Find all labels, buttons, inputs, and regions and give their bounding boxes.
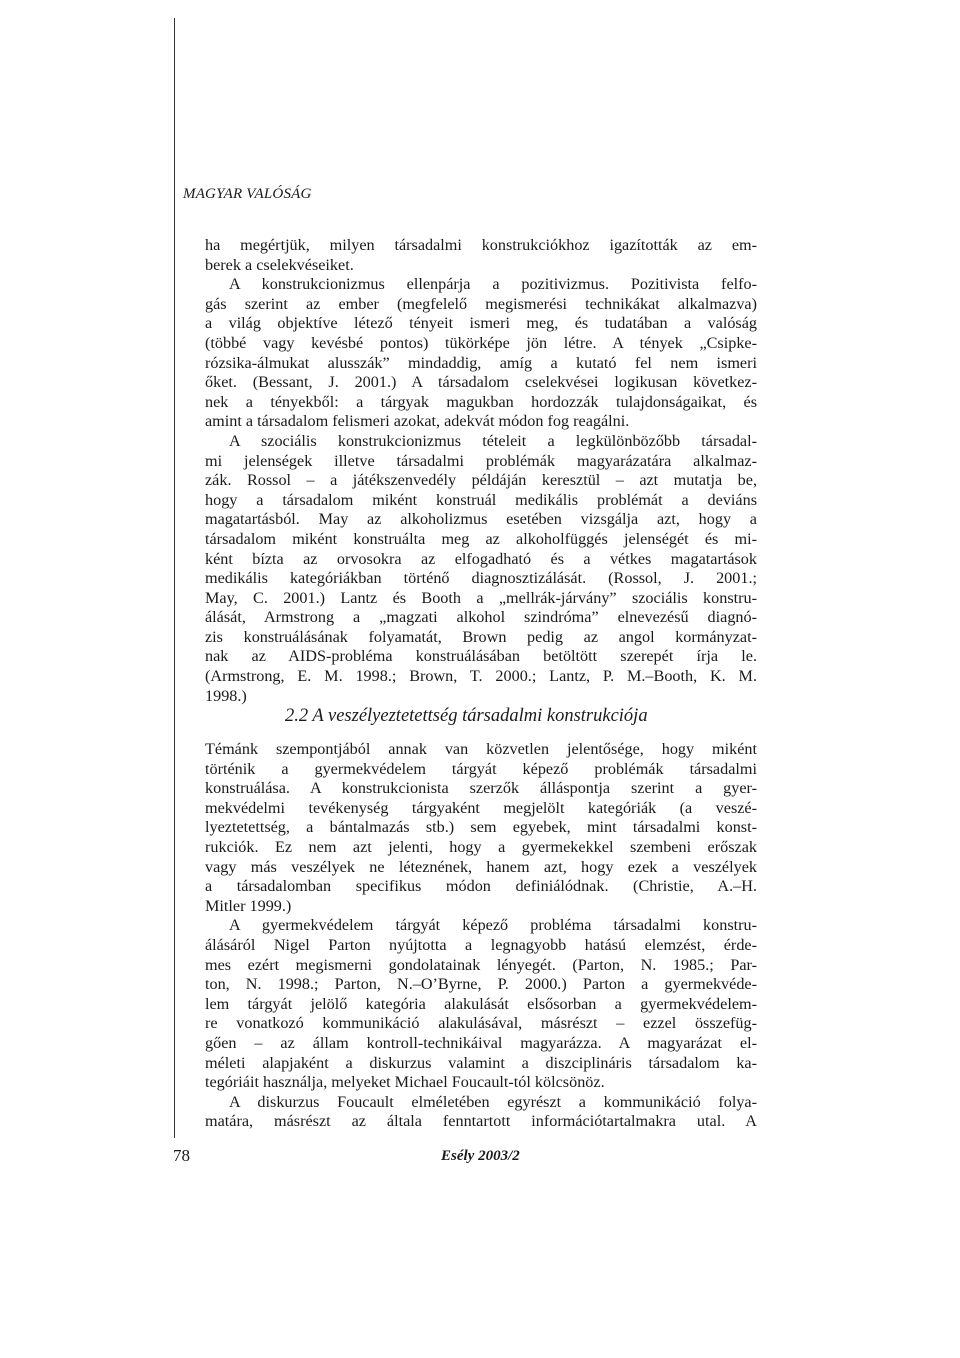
text-line: A gyermekvédelem tárgyát képező probléma társadalmi konstru- bbox=[229, 916, 757, 935]
text-line: May, C. 2001.) Lantz és Booth a „mellrák-járvány” szociális konstru- bbox=[205, 588, 757, 607]
text-line: matára, másrészt az általa fenntartott információtartalmakra utal. A bbox=[205, 1112, 757, 1131]
text-line: hogy a társadalom miként konstruál medikális problémát a deviáns bbox=[205, 490, 757, 509]
text-line: álását, Armstrong a „magzati alkohol szindróma” elnevezésű diagnó- bbox=[205, 608, 757, 627]
text-line: 1998.) bbox=[205, 686, 247, 705]
text-line: gás szerint az ember (megfelelő megismerési technikákat alkalmazva) bbox=[205, 294, 757, 313]
text-line: Mitler 1999.) bbox=[205, 896, 292, 915]
text-line: amint a társadalom felismeri azokat, adekvát módon fog reagálni. bbox=[205, 412, 630, 431]
text-line: re vonatkozó kommunikáció alakulásával, másrészt – ezzel összefüg- bbox=[205, 1014, 757, 1033]
text-line: társadalom miként konstruálta meg az alkoholfüggés jelenségét és mi- bbox=[205, 529, 757, 548]
text-line: a világ objektíve létező tényeit ismeri meg, és tudatában a valóság bbox=[205, 314, 757, 333]
text-line: történik a gyermekvédelem tárgyát képező problémák társadalmi bbox=[205, 759, 757, 778]
text-line: nak az AIDS-probléma konstruálásában betöltött szerepét írja le. bbox=[205, 647, 757, 666]
text-line: A szociális konstrukcionizmus tételeit a legkülönbözőbb társadal- bbox=[229, 431, 757, 450]
text-line: mes ezért megismerni gondolatainak lényegét. (Parton, N. 1985.; Par- bbox=[205, 955, 757, 974]
text-line: lyeztetettség, a bántalmazás stb.) sem egyebek, mint társadalmi konst- bbox=[205, 818, 757, 837]
text-line: magatartásból. May az alkoholizmus esetében vizsgálja azt, hogy a bbox=[205, 510, 757, 529]
text-line: álásáról Nigel Parton nyújtotta a legnagyobb hatású elemzést, érde- bbox=[205, 935, 757, 954]
text-line: mi jelenségek illetve társadalmi problémák magyarázatára alkalmaz- bbox=[205, 451, 757, 470]
text-line: nek a tényekből: a tárgyak magukban hordozzák tulajdonságaikat, és bbox=[205, 392, 757, 411]
text-line: lem tárgyát jelölő kategória alakulását elsősorban a gyermekvédelem- bbox=[205, 994, 757, 1013]
text-line: (Armstrong, E. M. 1998.; Brown, T. 2000.; Lantz, P. M.–Booth, K. M. bbox=[205, 667, 757, 686]
text-line: vagy más veszélyek ne léteznének, hanem azt, hogy ezek a veszélyek bbox=[205, 857, 757, 876]
text-line: medikális kategóriákban történő diagnosztizálását. (Rossol, J. 2001.; bbox=[205, 569, 757, 588]
text-line: berek a cselekvéseiket. bbox=[205, 255, 354, 274]
text-line: zák. Rossol – a játékszenvedély példáján keresztül – azt mutatja be, bbox=[205, 471, 757, 490]
margin-rule bbox=[174, 18, 175, 1138]
text-line: a társadalomban specifikus módon definiálódnak. (Christie, A.–H. bbox=[205, 877, 757, 896]
text-line: konstruálása. A konstrukcionista szerzők álláspontja szerint a gyer- bbox=[205, 779, 757, 798]
text-line: méleti alapjaként a diskurzus valamint a diszciplináris társadalom ka- bbox=[205, 1053, 757, 1072]
text-line: ton, N. 1998.; Parton, N.–O’Byrne, P. 2000.) Parton a gyermekvéde- bbox=[205, 975, 757, 994]
text-line: zis konstruálásának folyamatát, Brown pedig az angol kormányzat- bbox=[205, 627, 757, 646]
text-line: ha megértjük, milyen társadalmi konstrukciókhoz igazították az em- bbox=[205, 236, 757, 254]
journal-footer: Esély 2003/2 bbox=[441, 1148, 520, 1164]
text-line: A diskurzus Foucault elméletében egyrészt a kommunikáció folya- bbox=[229, 1092, 757, 1111]
text-line: rózsika-álmukat alusszák” mindaddig, amíg a kutató fel nem ismeri bbox=[205, 353, 757, 372]
body-text-section-two bbox=[205, 740, 757, 1132]
running-head: MAGYAR VALÓSÁG bbox=[183, 186, 312, 202]
body-text-section-one bbox=[205, 236, 757, 706]
section-heading: 2.2 A veszélyeztetettség társadalmi konstrukciója bbox=[285, 706, 648, 726]
text-line: tegóriáit használja, melyeket Michael Foucault-tól kölcsönöz. bbox=[205, 1073, 605, 1092]
text-line: őket. (Bessant, J. 2001.) A társadalom cselekvései logikusan következ- bbox=[205, 373, 757, 392]
text-line: (többé vagy kevésbé pontos) tükörképe jön létre. A tények „Csipke- bbox=[205, 333, 757, 352]
page-number: 78 bbox=[173, 1146, 190, 1165]
text-line: mekvédelmi tevékenység tárgyaként megjelölt kategóriák (a veszé- bbox=[205, 798, 757, 817]
text-line: ként bízta az orvosokra az elfogadható és a vétkes magatartások bbox=[205, 549, 757, 568]
text-line: A konstrukcionizmus ellenpárja a pozitivizmus. Pozitivista felfo- bbox=[229, 275, 757, 294]
text-line: gően – az állam kontroll-technikáival magyarázza. A magyarázat el- bbox=[205, 1033, 757, 1052]
text-line: rukciók. Ez nem azt jelenti, hogy a gyermekekkel szembeni erőszak bbox=[205, 837, 757, 856]
text-line: Témánk szempontjából annak van közvetlen jelentősége, hogy miként bbox=[205, 740, 757, 758]
